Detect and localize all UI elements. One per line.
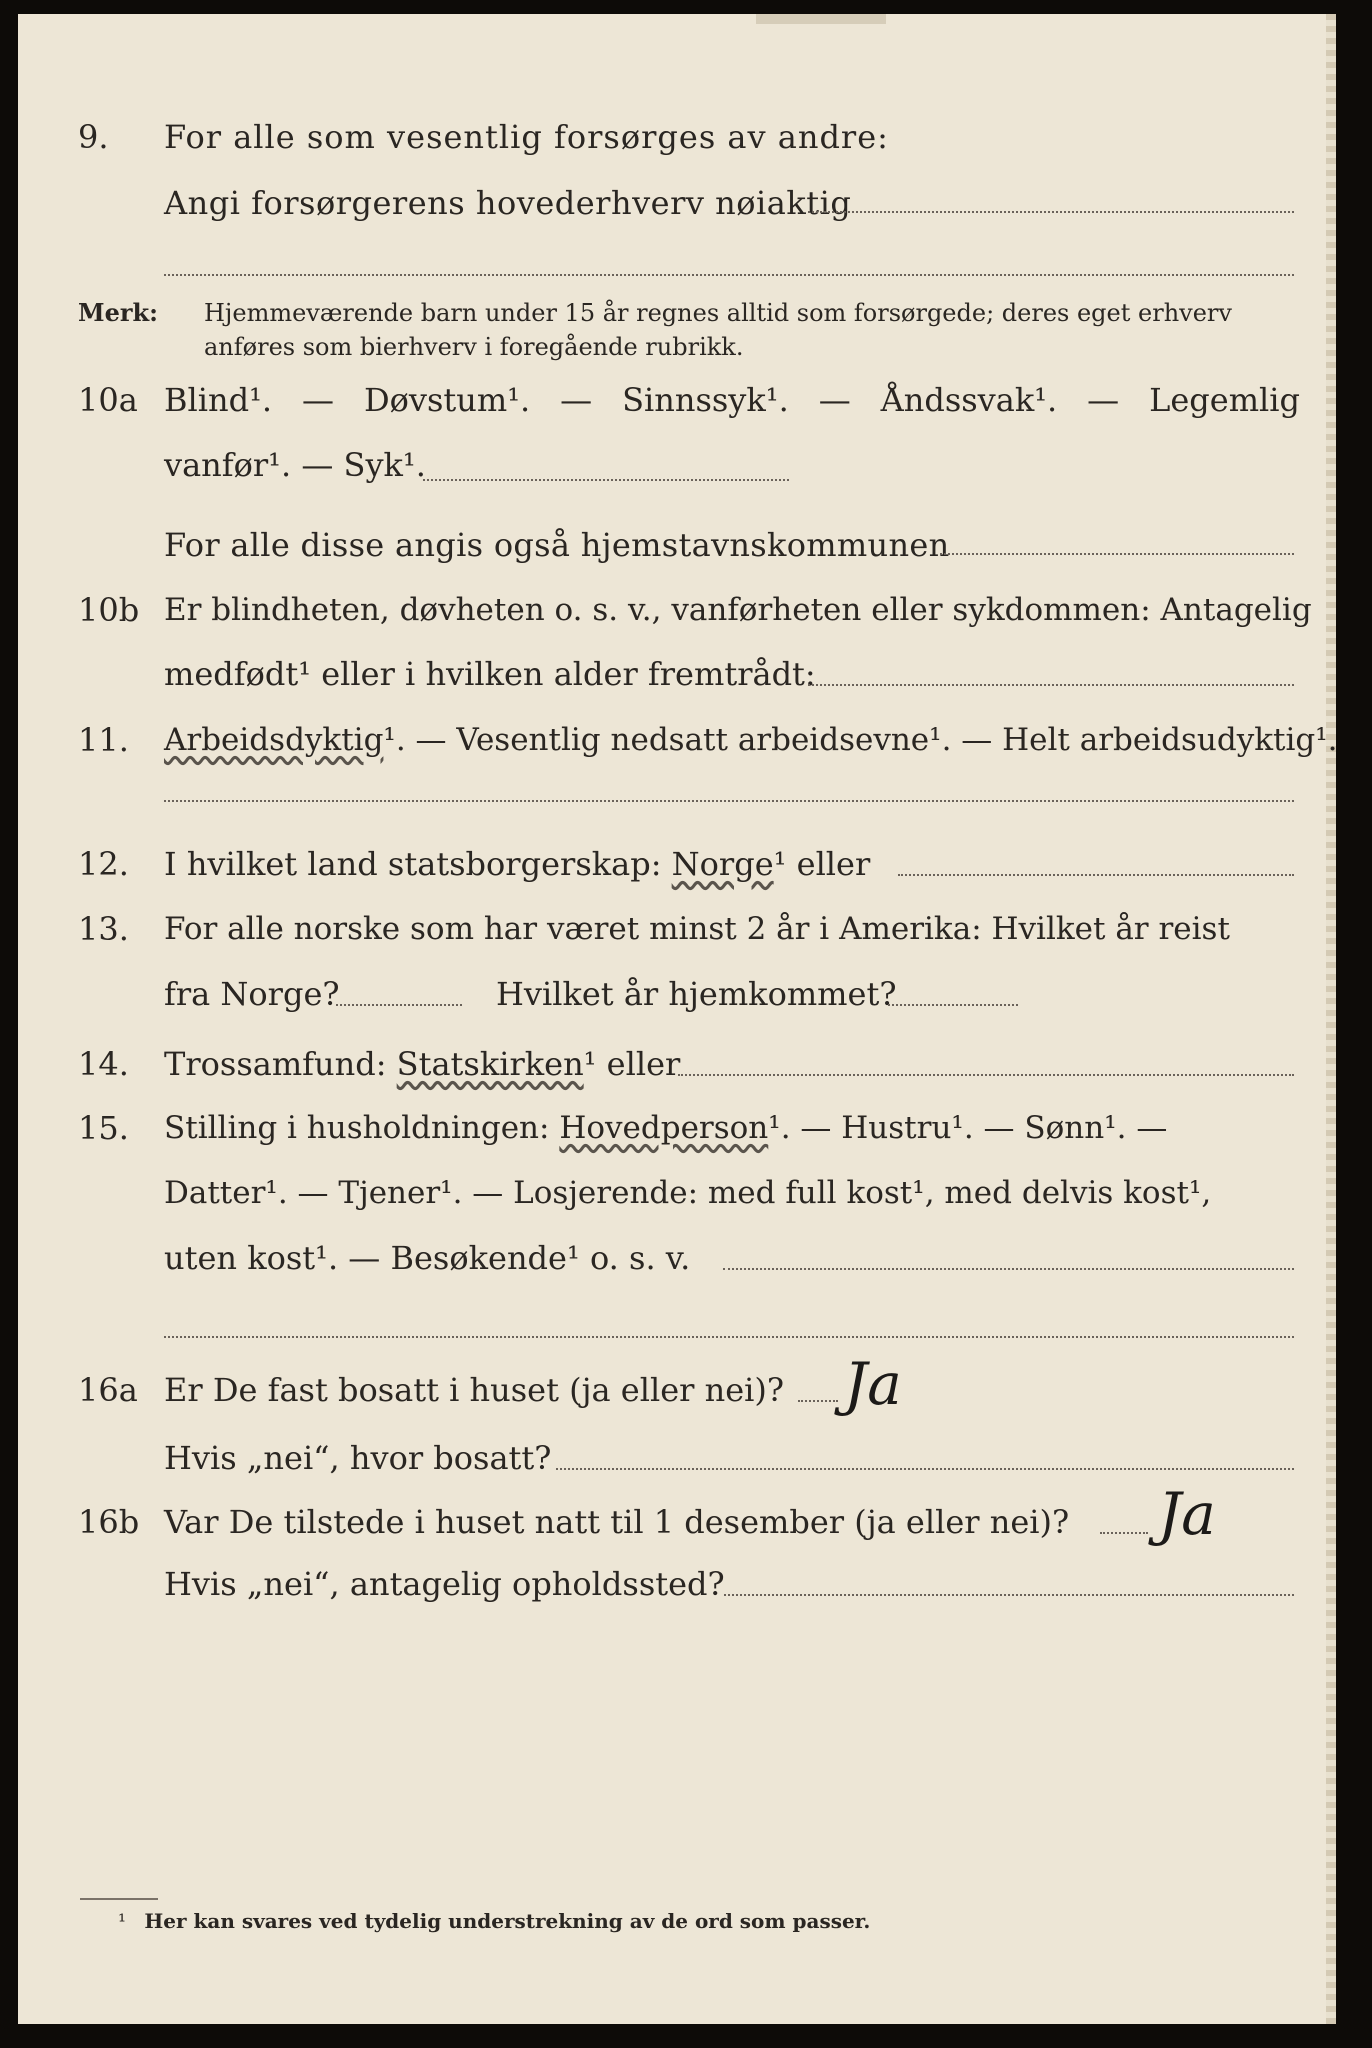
footnote-mark: ¹ — [118, 1909, 127, 1933]
handwritten-answer: Ja — [844, 1350, 902, 1418]
answer-line[interactable] — [808, 684, 1294, 686]
question-text: fra Norge? — [164, 975, 340, 1013]
question-text: Er De fast bosatt i huset (ja eller nei)? — [164, 1371, 785, 1409]
answer-line[interactable] — [678, 1074, 1294, 1076]
question-text-rest: ¹. — Vesentlig nedsatt arbeidsevne¹. — Helt arbeidsudyktig¹. — [383, 722, 1338, 758]
footnote-text: Her kan svares ved tydelig understrekning av de ord som passer. — [144, 1909, 871, 1933]
answer-line[interactable] — [723, 1268, 1294, 1270]
underlined-answer: Norge — [671, 845, 774, 883]
question-text: Er blindheten, døvheten o. s. v., vanførheten eller sykdommen: Antagelig — [164, 592, 1312, 628]
option-sinnssyk: Sinnssyk¹. — [622, 381, 789, 419]
answer-line[interactable] — [888, 1004, 1018, 1006]
note-label: Merk: — [78, 298, 158, 327]
answer-line[interactable] — [556, 1468, 1294, 1470]
note — [78, 296, 1232, 330]
question-text: Angi forsørgerens hovederhverv nøiaktig — [164, 184, 852, 222]
question-text-rest: ¹. — Hustru¹. — Sønn¹. — — [768, 1110, 1168, 1146]
question-number: 12. — [78, 845, 129, 883]
question-text: For alle som vesentlig forsørges av andre: — [164, 118, 889, 156]
question-text: uten kost¹. — Besøkende¹ o. s. v. — [164, 1239, 691, 1277]
underlined-answer: Arbeidsdyktig — [164, 722, 384, 758]
question-number: 16a — [78, 1371, 138, 1409]
census-form-page — [18, 14, 1336, 2024]
question-text — [164, 844, 870, 884]
question-options — [164, 380, 1300, 420]
question-prefix: I hvilket land statsborgerskap: — [164, 845, 662, 883]
question-text — [164, 720, 1338, 760]
question-text: Hvilket år hjemkommet? — [496, 975, 897, 1013]
question-text: For alle norske som har været minst 2 år i Amerika: Hvilket år reist — [164, 911, 1230, 947]
question-number: 15. — [78, 1109, 129, 1147]
dash: — — [560, 381, 593, 419]
underlined-answer: Hovedperson — [559, 1110, 769, 1146]
question-text: Hvis „nei“, antagelig opholdssted? — [164, 1565, 725, 1603]
answer-line[interactable] — [808, 211, 1294, 213]
answer-line[interactable] — [423, 479, 789, 481]
dash: — — [1087, 381, 1120, 419]
dash: — — [302, 381, 335, 419]
question-number: 11. — [78, 721, 129, 759]
question-prefix: Trossamfund: — [164, 1045, 387, 1083]
note-line2: anføres som bierhverv i foregående rubrikk. — [204, 333, 744, 361]
note-text: Hjemmeværende barn under 15 år regnes alltid som forsørgede; deres eget erhverv — [204, 299, 1232, 327]
question-text: Datter¹. — Tjener¹. — Losjerende: med full kost¹, med delvis kost¹, — [164, 1175, 1212, 1211]
question-number: 16b — [78, 1503, 140, 1541]
question-number: 10a — [78, 381, 138, 419]
option-dovstum: Døvstum¹. — [363, 381, 531, 419]
handwritten-answer: Ja — [1158, 1480, 1216, 1548]
paper-tab — [756, 14, 886, 24]
answer-line[interactable] — [164, 800, 1294, 802]
footnote-separator — [80, 1898, 158, 1900]
question-number: 14. — [78, 1045, 129, 1083]
question-text: vanfør¹. — Syk¹. — [164, 446, 426, 484]
answer-line[interactable] — [164, 1336, 1294, 1338]
answer-line[interactable] — [940, 553, 1294, 555]
answer-line[interactable] — [898, 874, 1294, 876]
dash: — — [818, 381, 851, 419]
question-text: For alle disse angis også hjemstavnskommunen — [164, 526, 950, 564]
answer-line[interactable] — [164, 274, 1294, 276]
underlined-answer: Statskirken — [396, 1045, 584, 1083]
question-suffix: ¹ eller — [583, 1045, 681, 1083]
question-number: 9. — [78, 118, 109, 156]
question-text: Var De tilstede i huset natt til 1 desember (ja eller nei)? — [164, 1503, 1070, 1541]
question-number: 13. — [78, 910, 129, 948]
question-text — [164, 1108, 1167, 1148]
answer-line[interactable] — [336, 1004, 462, 1006]
answer-line[interactable] — [1100, 1532, 1148, 1534]
question-suffix: ¹ eller — [773, 845, 871, 883]
question-prefix: Stilling i husholdningen: — [164, 1110, 550, 1146]
footnote — [118, 1907, 870, 1935]
question-text: Hvis „nei“, hvor bosatt? — [164, 1439, 552, 1477]
question-text — [164, 1044, 680, 1084]
perforated-edge — [1326, 14, 1336, 2024]
question-number: 10b — [78, 591, 140, 629]
question-text: medfødt¹ eller i hvilken alder fremtrådt: — [164, 655, 816, 693]
option-andssvak: Åndssvak¹. — [880, 381, 1058, 419]
option-legemlig: Legemlig — [1149, 381, 1300, 419]
answer-line[interactable] — [724, 1594, 1294, 1596]
option-blind: Blind¹. — [164, 381, 273, 419]
answer-line[interactable] — [798, 1400, 838, 1402]
